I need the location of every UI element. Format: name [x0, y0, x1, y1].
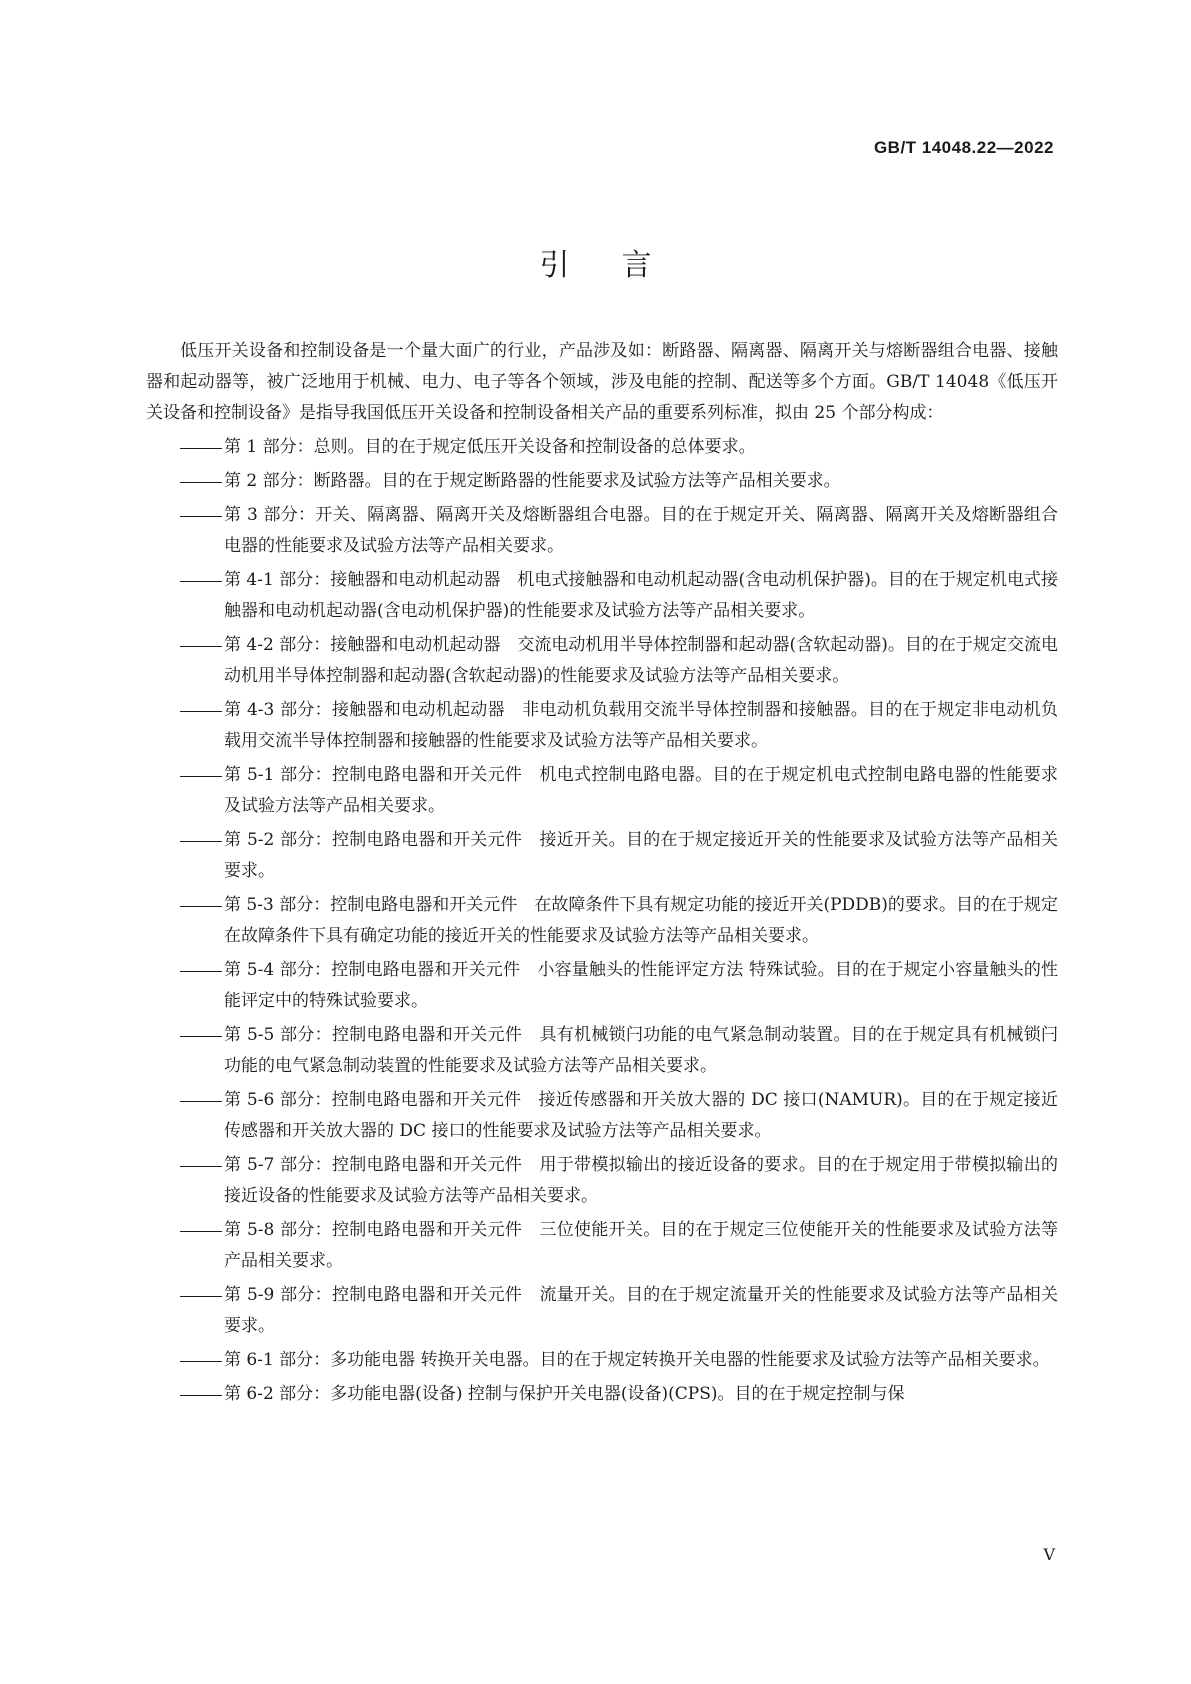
list-item [146, 890, 1058, 952]
dash-marker [180, 955, 224, 986]
list-item [146, 825, 1058, 887]
dash-marker [180, 1150, 224, 1181]
dash-marker [180, 1020, 224, 1051]
dash-marker [180, 565, 224, 596]
dash-marker [180, 1379, 224, 1410]
list-item [146, 565, 1058, 627]
list-item-text: 第 6-2 部分：多功能电器(设备) 控制与保护开关电器(设备)(CPS)。目的在于规定控制与保 [224, 1384, 905, 1404]
list-item-text: 第 2 部分：断路器。目的在于规定断路器的性能要求及试验方法等产品相关要求。 [224, 471, 841, 491]
dash-marker [180, 466, 224, 497]
document-body [146, 336, 1058, 1410]
list-item-text: 第 4-1 部分：接触器和电动机起动器 机电式接触器和电动机起动器(含电动机保护器)。目的在于规定机电式接触器和电动机起动器(含电动机保护器)的性能要求及试验方法等产品相关要求。 [224, 570, 1058, 621]
dash-marker [180, 500, 224, 531]
list-item [146, 1215, 1058, 1277]
list-item [146, 1150, 1058, 1212]
list-item-text: 第 4-2 部分：接触器和电动机起动器 交流电动机用半导体控制器和起动器(含软起动器)。目的在于规定交流电动机用半导体控制器和起动器(含软起动器)的性能要求及试验方法等产品相关要求。 [224, 635, 1058, 686]
list-item-text: 第 5-1 部分：控制电路电器和开关元件 机电式控制电路电器。目的在于规定机电式控制电路电器的性能要求及试验方法等产品相关要求。 [224, 765, 1058, 816]
list-item [146, 1085, 1058, 1147]
dash-marker [180, 1085, 224, 1116]
list-item-text: 第 4-3 部分：接触器和电动机起动器 非电动机负载用交流半导体控制器和接触器。目的在于规定非电动机负载用交流半导体控制器和接触器的性能要求及试验方法等产品相关要求。 [224, 700, 1058, 751]
dash-marker [180, 630, 224, 661]
list-item-text: 第 5-8 部分：控制电路电器和开关元件 三位使能开关。目的在于规定三位使能开关的性能要求及试验方法等产品相关要求。 [224, 1220, 1058, 1271]
page-number: V [1043, 1545, 1055, 1564]
list-item-text: 第 5-9 部分：控制电路电器和开关元件 流量开关。目的在于规定流量开关的性能要求及试验方法等产品相关要求。 [224, 1285, 1058, 1336]
list-item [146, 466, 1058, 497]
list-item [146, 1020, 1058, 1082]
list-item [146, 760, 1058, 822]
intro-paragraph: 低压开关设备和控制设备是一个量大面广的行业，产品涉及如：断路器、隔离器、隔离开关与熔断器组合电器、接触器和起动器等，被广泛地用于机械、电力、电子等各个领域，涉及电能的控制、配送等多个方面。GB/T 14048《低压开关设备和控制设备》是指导我国低压开关设备和控制设备相关产品的重要系列标准，拟由 25 个部分构成： [146, 341, 1058, 423]
standard-code: GB/T 14048.22—2022 [873, 138, 1054, 157]
list-item-text: 第 3 部分：开关、隔离器、隔离开关及熔断器组合电器。目的在于规定开关、隔离器、隔离开关及熔断器组合电器的性能要求及试验方法等产品相关要求。 [224, 505, 1058, 556]
list-item [146, 1379, 1058, 1410]
dash-marker [180, 1215, 224, 1246]
list-item [146, 695, 1058, 757]
list-item-text: 第 5-6 部分：控制电路电器和开关元件 接近传感器和开关放大器的 DC 接口(NAMUR)。目的在于规定接近传感器和开关放大器的 DC 接口的性能要求及试验方法等产品相关要求。 [224, 1090, 1058, 1141]
list-item-text: 第 6-1 部分：多功能电器 转换开关电器。目的在于规定转换开关电器的性能要求及试验方法等产品相关要求。 [224, 1350, 1050, 1370]
list-item-text: 第 5-3 部分：控制电路电器和开关元件 在故障条件下具有规定功能的接近开关(PDDB)的要求。目的在于规定在故障条件下具有确定功能的接近开关的性能要求及试验方法等产品相关要求。 [224, 895, 1058, 946]
list-item [146, 630, 1058, 692]
dash-marker [180, 695, 224, 726]
list-item-text: 第 5-5 部分：控制电路电器和开关元件 具有机械锁闩功能的电气紧急制动装置。目的在于规定具有机械锁闩功能的电气紧急制动装置的性能要求及试验方法等产品相关要求。 [224, 1025, 1058, 1076]
list-item-text: 第 5-7 部分：控制电路电器和开关元件 用于带模拟输出的接近设备的要求。目的在于规定用于带模拟输出的接近设备的性能要求及试验方法等产品相关要求。 [224, 1155, 1058, 1206]
parts-list [146, 432, 1058, 1410]
list-item [146, 955, 1058, 1017]
dash-marker [180, 1280, 224, 1311]
list-item [146, 1345, 1058, 1376]
list-item [146, 500, 1058, 562]
dash-marker [180, 432, 224, 463]
dash-marker [180, 760, 224, 791]
list-item-text: 第 5-2 部分：控制电路电器和开关元件 接近开关。目的在于规定接近开关的性能要求及试验方法等产品相关要求。 [224, 830, 1058, 881]
dash-marker [180, 825, 224, 856]
page-title: 引言 [539, 248, 704, 283]
dash-marker [180, 1345, 224, 1376]
list-item [146, 432, 1058, 463]
list-item-text: 第 1 部分：总则。目的在于规定低压开关设备和控制设备的总体要求。 [224, 437, 756, 457]
dash-marker [180, 890, 224, 921]
list-item-text: 第 5-4 部分：控制电路电器和开关元件 小容量触头的性能评定方法 特殊试验。目的在于规定小容量触头的性能评定中的特殊试验要求。 [224, 960, 1058, 1011]
list-item [146, 1280, 1058, 1342]
